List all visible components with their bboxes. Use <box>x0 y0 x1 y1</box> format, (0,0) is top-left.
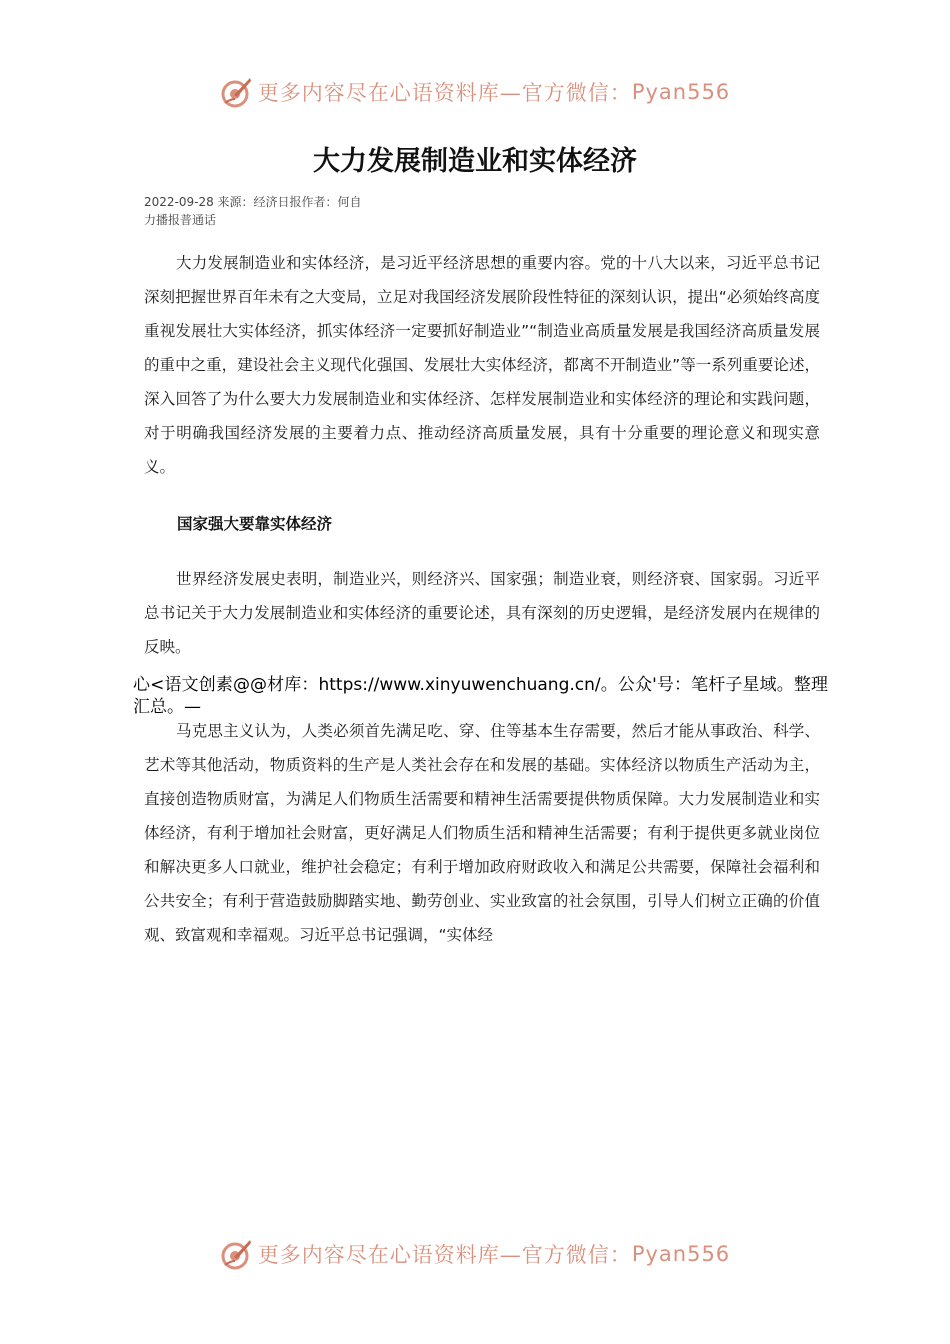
inserted-source-note: 心<语文创素@@材库：https://www.xinyuwenchuang.cn/。公众'号：笔杆子星域。整理汇总。— <box>133 675 828 717</box>
meta-author-audio: 力播报普通话 <box>144 213 217 227</box>
watermark-wechat-id: Pyan556 <box>631 1242 731 1266</box>
quill-logo-icon <box>220 75 254 109</box>
quill-logo-icon <box>220 1237 254 1271</box>
paragraph-marxism: 马克思主义认为，人类必须首先满足吃、穿、住等基本生存需要，然后才能从事政治、科学、艺术等其他活动，物质资料的生产是人类社会存在和发展的基础。实体经济以物质生产活动为主，直接创造物质财富，为满足人们物质生活需要和精神生活需要提供物质保障。大力发展制造业和实体经济，有利于增加社会财富，更好满足人们物质生活和精神生活需要；有利于提供更多就业岗位和解决更多人口就业，维护社会稳定；有利于增加政府财政收入和满足公共需要，保障社会福利和公共安全；有利于营造鼓励脚踏实地、勤劳创业、实业致富的社会氛围，引导人们树立正确的价值观、致富观和幸福观。习近平总书记强调，“实体经 <box>144 722 820 944</box>
watermark-text: 更多内容尽在心语资料库—官方微信： <box>257 1243 632 1267</box>
article-title: 大力发展制造业和实体经济 <box>313 146 637 177</box>
footer-watermark <box>0 1232 950 1276</box>
paragraph-intro: 大力发展制造业和实体经济，是习近平经济思想的重要内容。党的十八大以来，习近平总书记深刻把握世界百年未有之大变局，立足对我国经济发展阶段性特征的深刻认识，提出“必须始终高度重视发展壮大实体经济，抓实体经济一定要抓好制造业”“制造业高质量发展是我国经济高质量发展的重中之重，建设社会主义现代化强国、发展壮大实体经济，都离不开制造业”等一系列重要论述，深入回答了为什么要大力发展制造业和实体经济、怎样发展制造业和实体经济的理论和实践问题，对于明确我国经济发展的主要着力点、推动经济高质量发展，具有十分重要的理论意义和现实意义。 <box>144 254 820 476</box>
paragraph-history: 世界经济发展史表明，制造业兴，则经济兴、国家强；制造业衰，则经济衰、国家弱。习近平总书记关于大力发展制造业和实体经济的重要论述，具有深刻的历史逻辑，是经济发展内在规律的反映。 <box>144 570 820 656</box>
watermark-text: 更多内容尽在心语资料库—官方微信： <box>257 81 632 105</box>
article-meta <box>144 193 384 229</box>
header-watermark <box>0 70 950 114</box>
section-heading: 国家强大要靠实体经济 <box>177 515 333 533</box>
watermark-wechat-id: Pyan556 <box>631 80 731 104</box>
meta-date-source: 2022-09-28 来源：经济日报作者：何自 <box>144 195 362 209</box>
